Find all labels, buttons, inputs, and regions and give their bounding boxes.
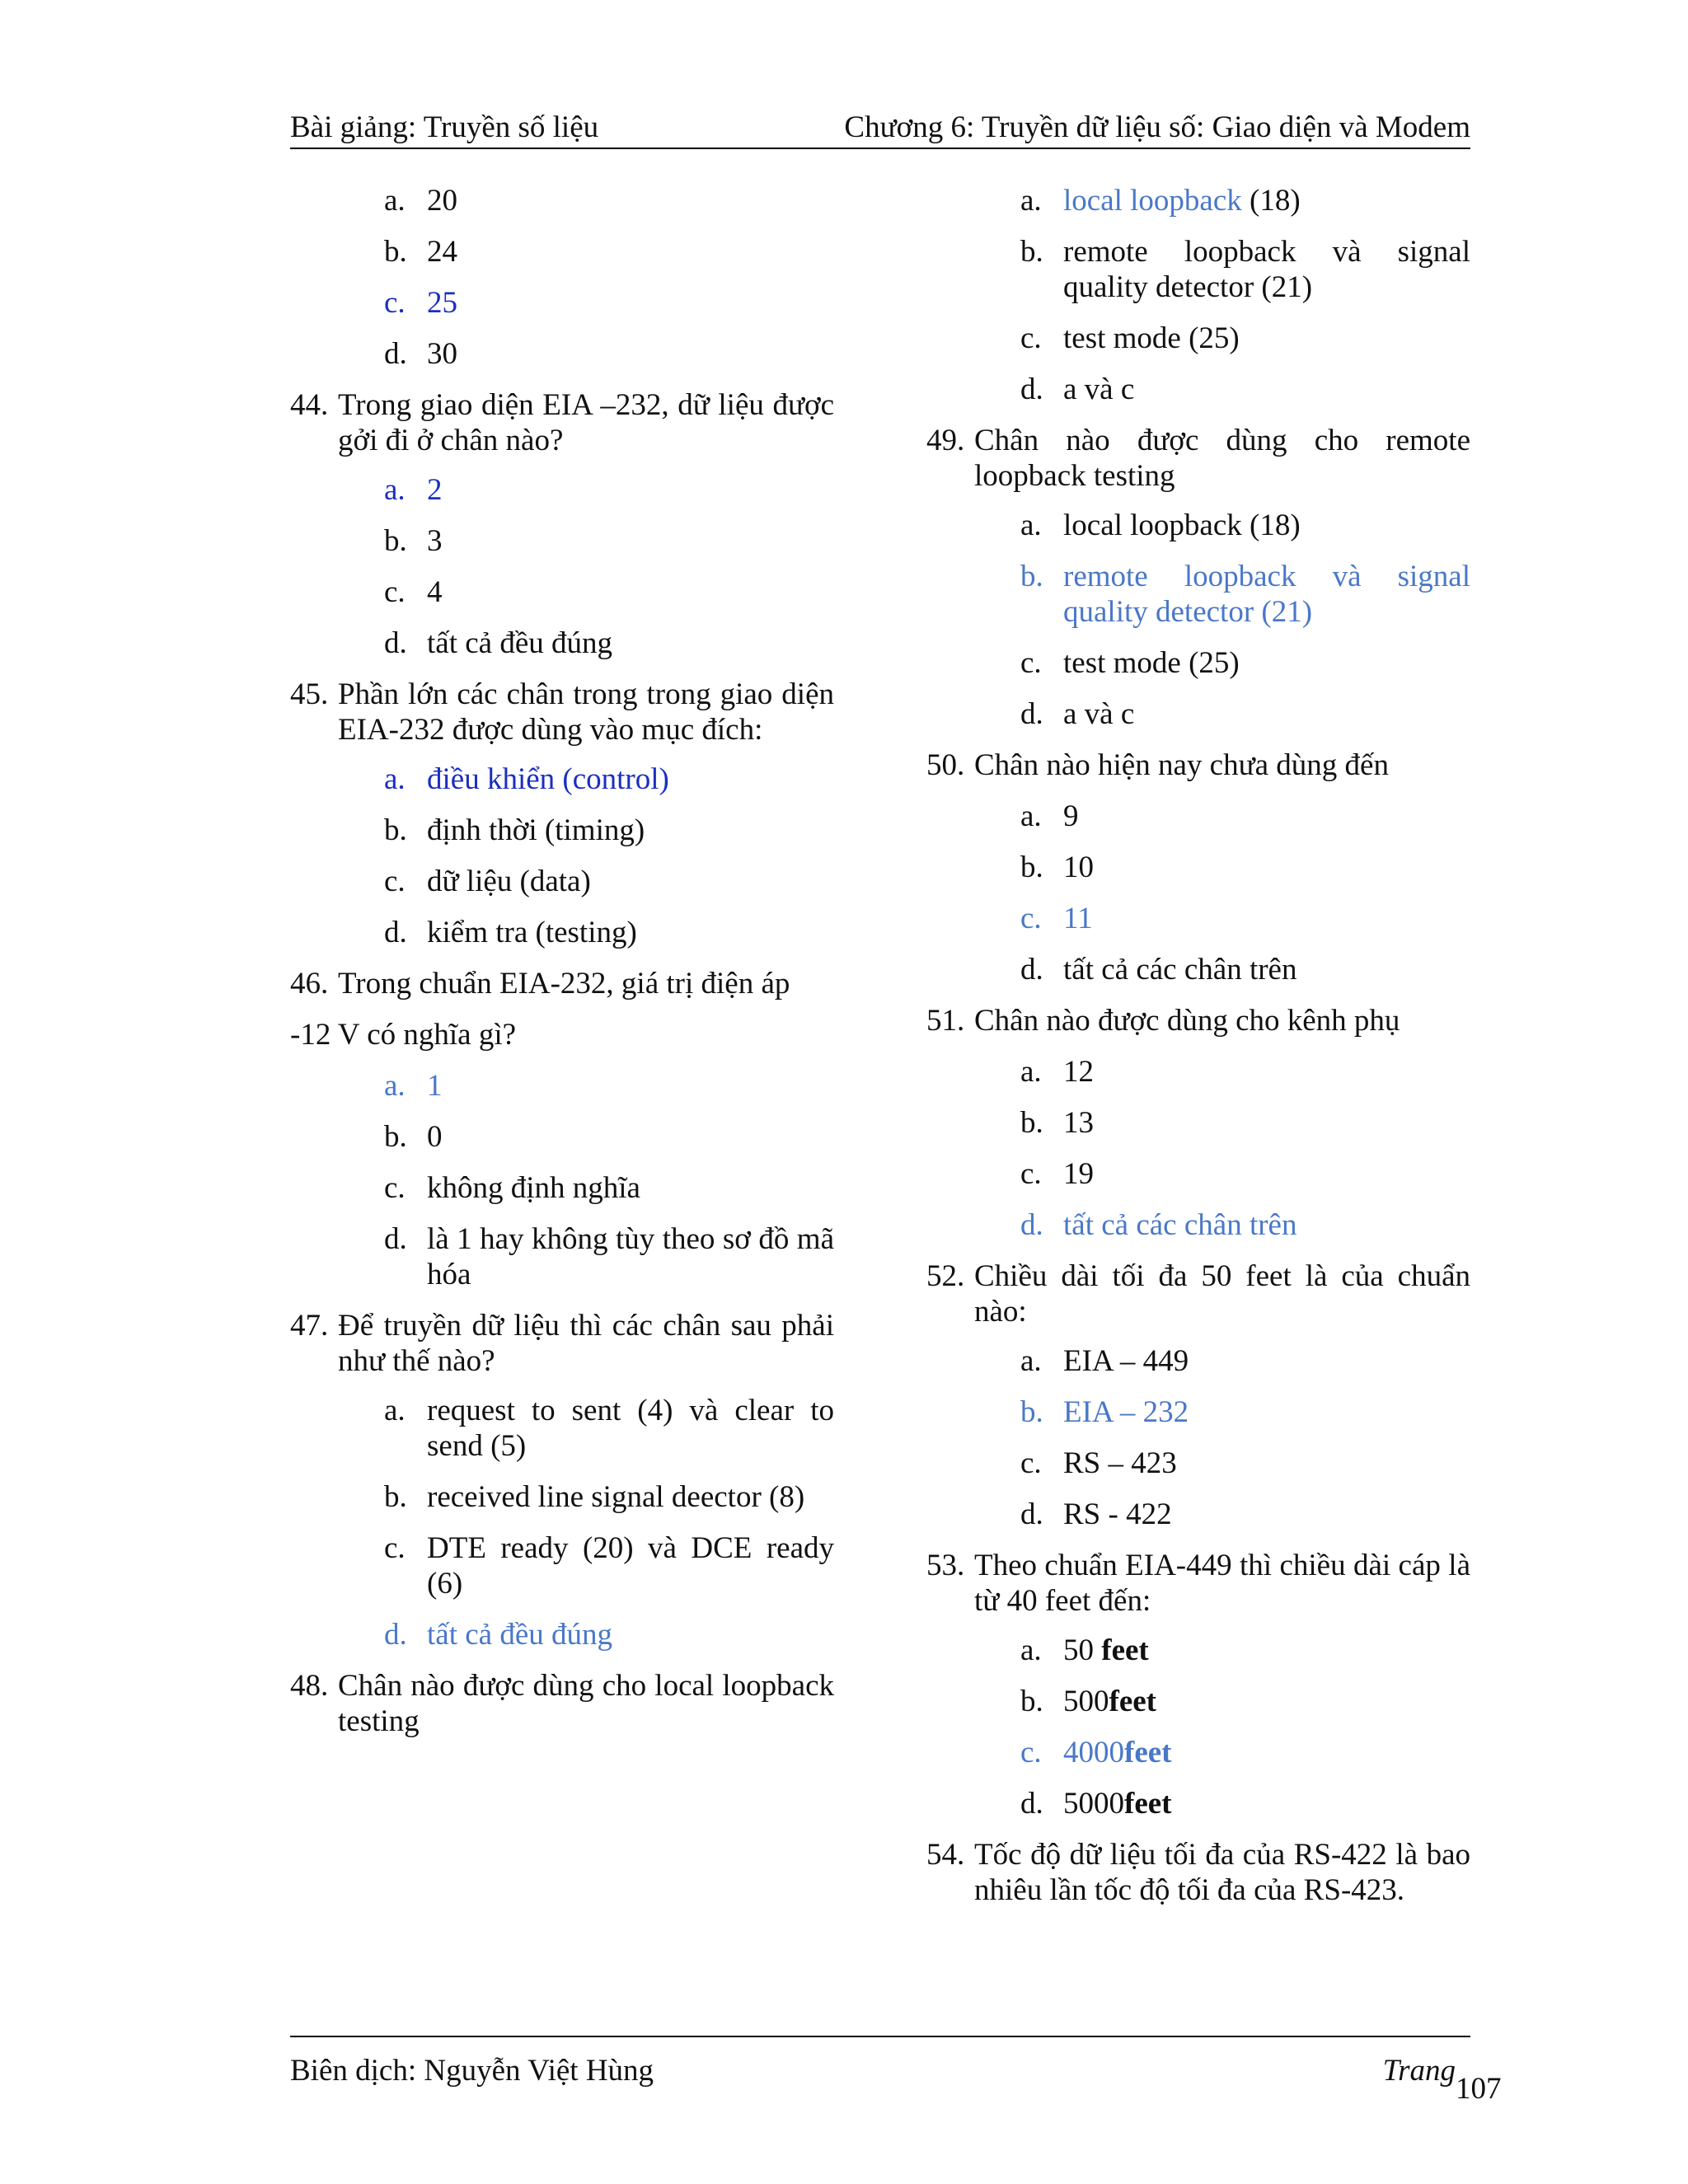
question-54: 54. Tốc độ dữ liệu tối đa của RS-422 là bao nhiêu lần tốc độ tối đa của RS-423. bbox=[926, 1838, 1470, 1907]
left-column bbox=[290, 183, 834, 1739]
option-48a-answer: a. local loopback (18) bbox=[1020, 184, 1301, 218]
option-53b: b. 500feet bbox=[1020, 1685, 1156, 1718]
option-50b: b. 10 bbox=[1020, 851, 1094, 884]
option-43d: d. 30 bbox=[384, 337, 457, 371]
option-47a: a. request to sent (4) và clear to send (5) bbox=[384, 1394, 834, 1463]
option-49c: c. test mode (25) bbox=[1020, 646, 1240, 680]
option-47d-answer: d. tất cả đều đúng bbox=[384, 1618, 612, 1652]
option-53d: d. 5000feet bbox=[1020, 1787, 1172, 1821]
option-43a: a. 20 bbox=[384, 184, 457, 218]
page-footer bbox=[290, 2036, 1502, 2106]
option-51c: c. 19 bbox=[1020, 1157, 1094, 1191]
option-46d: d. là 1 hay không tùy theo sơ đồ mã hóa bbox=[384, 1222, 834, 1291]
option-46b: b. 0 bbox=[384, 1120, 443, 1154]
option-53c-answer: c. 4000feet bbox=[1020, 1736, 1172, 1769]
option-52b-answer: b. EIA – 232 bbox=[1020, 1395, 1189, 1429]
page-label: Trang bbox=[1382, 2054, 1456, 2088]
question-50: 50. Chân nào hiện nay chưa dùng đến bbox=[926, 748, 1389, 782]
question-44: 44. Trong giao diện EIA –232, dữ liệu được gởi đi ở chân nào? bbox=[290, 388, 834, 457]
option-49a: a. local loopback (18) bbox=[1020, 509, 1301, 542]
question-51: 51. Chân nào được dùng cho kênh phụ bbox=[926, 1004, 1400, 1038]
option-52d: d. RS - 422 bbox=[1020, 1497, 1172, 1531]
footer-translator: Biên dịch: Nguyễn Việt Hùng bbox=[290, 2054, 654, 2088]
option-50c-answer: c. 11 bbox=[1020, 902, 1093, 935]
option-43c-answer: c. 25 bbox=[384, 286, 457, 320]
option-52a: a. EIA – 449 bbox=[1020, 1344, 1189, 1378]
page-header bbox=[290, 103, 1470, 149]
option-51d-answer: d. tất cả các chân trên bbox=[1020, 1208, 1297, 1242]
option-49d: d. a và c bbox=[1020, 697, 1135, 731]
question-53: 53. Theo chuẩn EIA-449 thì chiều dài cáp là từ 40 feet đến: bbox=[926, 1549, 1470, 1618]
option-44a-answer: a. 2 bbox=[384, 473, 443, 507]
question-45: 45. Phần lớn các chân trong trong giao diện EIA-232 được dùng vào mục đích: bbox=[290, 677, 834, 747]
question-48: 48. Chân nào được dùng cho local loopback testing bbox=[290, 1669, 834, 1738]
option-52c: c. RS – 423 bbox=[1020, 1446, 1177, 1480]
question-47: 47. Để truyền dữ liệu thì các chân sau phải như thế nào? bbox=[290, 1309, 834, 1378]
option-49b-answer: b. remote loopback và signal quality detector (21) bbox=[1020, 560, 1470, 629]
option-48d: d. a và c bbox=[1020, 373, 1135, 406]
header-course-title: Bài giảng: Truyền số liệu bbox=[290, 110, 599, 144]
option-46c: c. không định nghĩa bbox=[384, 1171, 640, 1205]
option-51a: a. 12 bbox=[1020, 1055, 1094, 1089]
question-52: 52. Chiều dài tối đa 50 feet là của chuẩn nào: bbox=[926, 1259, 1470, 1329]
option-48b: b. remote loopback và signal quality detector (21) bbox=[1020, 235, 1470, 304]
option-43b: b. 24 bbox=[384, 235, 457, 269]
option-45a-answer: a. điều khiển (control) bbox=[384, 762, 669, 796]
question-46-continued: -12 V có nghĩa gì? bbox=[290, 1018, 517, 1052]
question-49: 49. Chân nào được dùng cho remote loopback testing bbox=[926, 424, 1470, 493]
option-44c: c. 4 bbox=[384, 575, 443, 609]
option-47b: b. received line signal deector (8) bbox=[384, 1480, 805, 1514]
option-50d: d. tất cả các chân trên bbox=[1020, 953, 1297, 987]
option-45d: d. kiểm tra (testing) bbox=[384, 916, 637, 949]
option-44d: d. tất cả đều đúng bbox=[384, 626, 612, 660]
option-51b: b. 13 bbox=[1020, 1106, 1094, 1140]
option-46a-answer: a. 1 bbox=[384, 1069, 443, 1103]
option-53a: a. 50 feet bbox=[1020, 1633, 1149, 1667]
option-47c: c. DTE ready (20) và DCE ready (6) bbox=[384, 1531, 834, 1601]
page-number: 107 bbox=[1456, 2072, 1502, 2106]
footer-page-number bbox=[1382, 2054, 1502, 2106]
option-44b: b. 3 bbox=[384, 524, 443, 558]
option-48c: c. test mode (25) bbox=[1020, 321, 1240, 355]
option-45c: c. dữ liệu (data) bbox=[384, 865, 591, 898]
header-chapter-title: Chương 6: Truyền dữ liệu số: Giao diện và Modem bbox=[844, 110, 1470, 144]
question-46: 46. Trong chuẩn EIA-232, giá trị điện áp bbox=[290, 967, 790, 1001]
option-50a: a. 9 bbox=[1020, 799, 1079, 833]
option-45b: b. định thời (timing) bbox=[384, 813, 645, 847]
right-column bbox=[926, 183, 1470, 1908]
